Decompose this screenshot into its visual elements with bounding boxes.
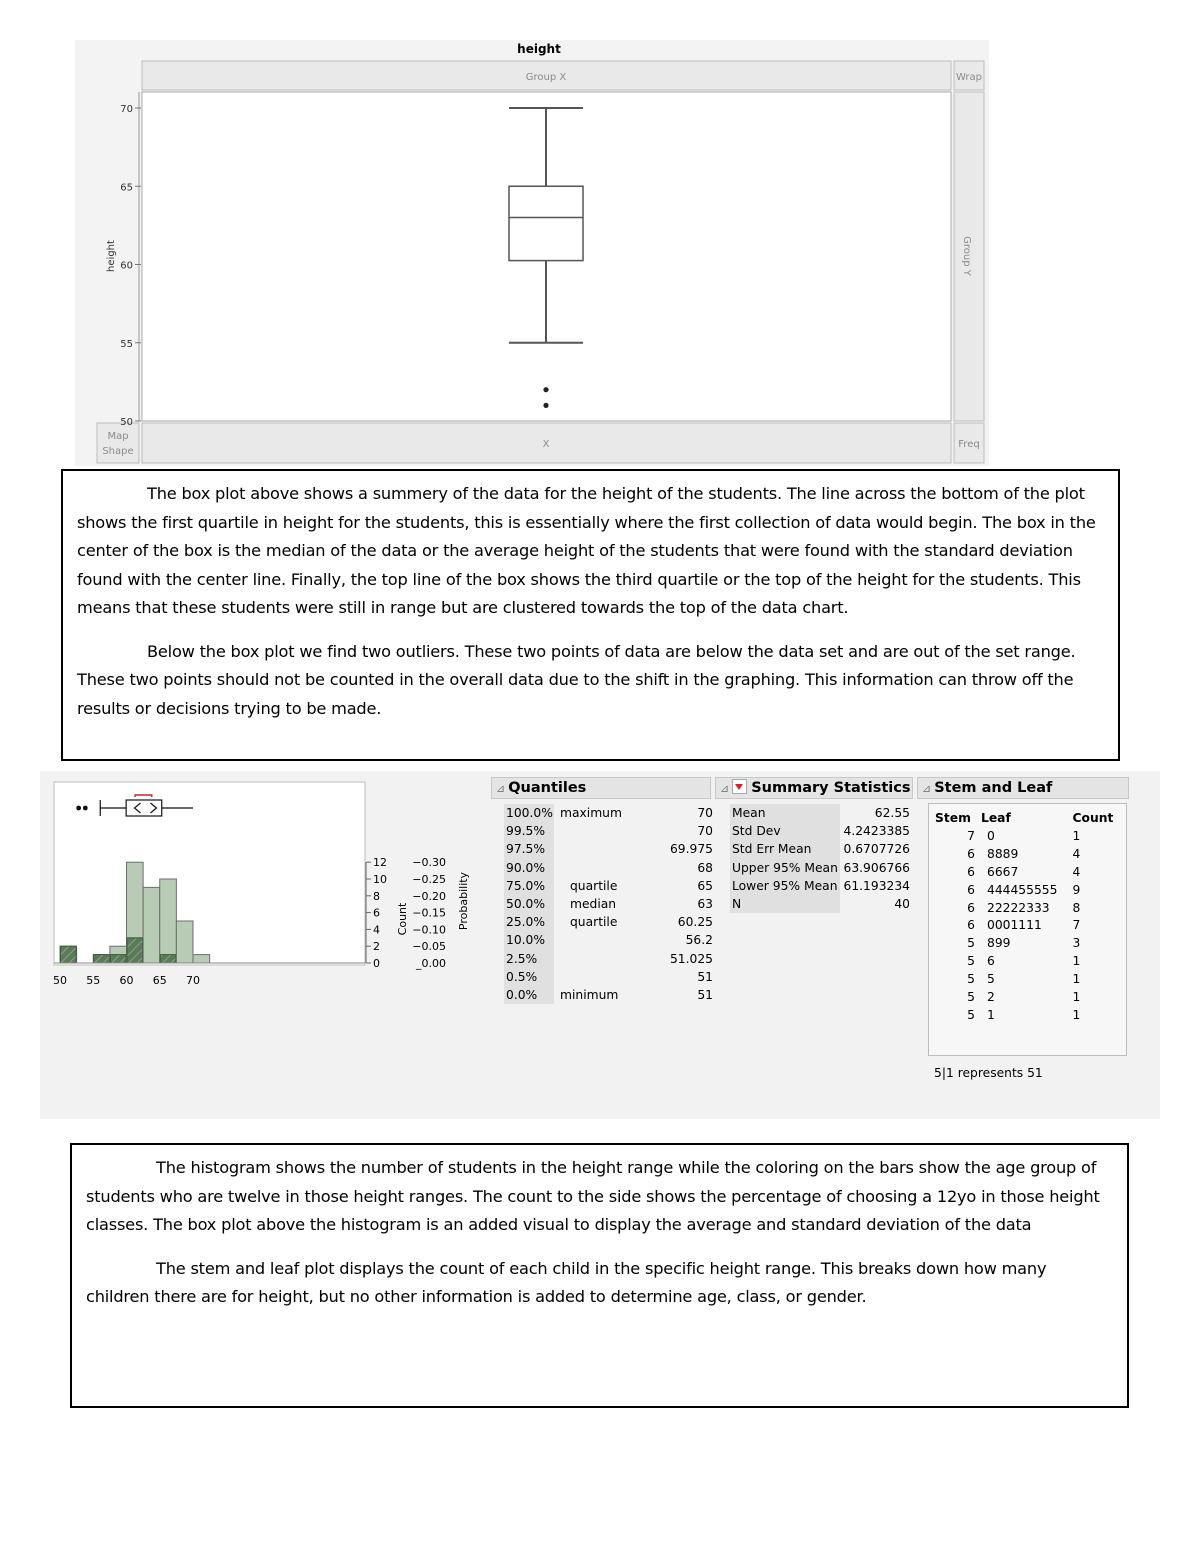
stem-value: 6 bbox=[967, 918, 975, 933]
stem-leaf-row bbox=[935, 882, 1121, 900]
quantile-row bbox=[504, 913, 713, 931]
quantile-label bbox=[554, 822, 651, 840]
stem-leaf-row bbox=[935, 989, 1121, 1007]
histogram-paragraph-2: The stem and leaf plot displays the count of each child in the specific height range. This breaks down how many children there are for height, but no other information is added to determine age, class, or gender. bbox=[86, 1258, 1047, 1306]
leaf-value: 2 bbox=[987, 990, 995, 1005]
quantile-row bbox=[504, 804, 713, 822]
histogram-bar bbox=[176, 921, 193, 963]
highlighted-bar bbox=[127, 938, 143, 963]
quantile-percent: 10.0% bbox=[504, 931, 554, 949]
quantile-percent: 75.0% bbox=[504, 877, 554, 895]
probability-tick-label: −0.25 bbox=[412, 873, 446, 886]
quantile-label bbox=[554, 840, 651, 858]
quantile-value: 68 bbox=[697, 860, 713, 875]
summary-statistics-table bbox=[730, 804, 910, 913]
quantile-value: 63 bbox=[697, 897, 713, 912]
outlier-point bbox=[543, 387, 548, 392]
stem-header: Stem bbox=[935, 811, 971, 825]
count-tick-label: 12 bbox=[373, 856, 387, 870]
count-value: 8 bbox=[1072, 900, 1081, 915]
histogram-bar bbox=[160, 879, 177, 963]
quantile-label bbox=[554, 931, 651, 949]
stem-value: 6 bbox=[967, 864, 975, 879]
group-x-label: Group X bbox=[525, 72, 567, 83]
stem-leaf-row bbox=[935, 900, 1121, 918]
probability-tick-label: −0.30 bbox=[412, 856, 446, 870]
quantiles-table bbox=[504, 804, 713, 1004]
y-tick-label: 50 bbox=[120, 417, 133, 428]
outlier-point bbox=[543, 403, 548, 408]
quantile-label bbox=[554, 859, 651, 877]
quantile-percent: 25.0% bbox=[504, 913, 554, 931]
quantile-value: 70 bbox=[697, 824, 713, 839]
quantiles-header[interactable] bbox=[491, 777, 711, 799]
leaf-value: 6 bbox=[987, 954, 995, 969]
quantile-row bbox=[504, 840, 713, 858]
summary-label: Lower 95% Mean bbox=[730, 877, 840, 895]
count-value: 1 bbox=[1072, 954, 1081, 969]
disclosure-triangle-icon[interactable]: ⊿ bbox=[720, 782, 730, 795]
x-zone-label: X bbox=[542, 439, 550, 450]
stem-and-leaf-title: Stem and Leaf bbox=[934, 780, 1053, 796]
y-axis-title: height bbox=[106, 240, 117, 272]
freq-label: Freq bbox=[958, 439, 980, 450]
probability-tick-label: −0.10 bbox=[412, 923, 446, 937]
summary-value: 63.906766 bbox=[843, 860, 910, 875]
y-tick-label: 60 bbox=[120, 260, 133, 272]
histogram-paragraph-1: The histogram shows the number of students in the height range while the coloring on the bars show the age group of students who are twelve in those height ranges. The count to the side shows the percentage of choosing a 12yo in those height classes. The box plot above the histogram is an added visual to display the average and standard deviation of the data bbox=[86, 1158, 1100, 1234]
stem-value: 5 bbox=[967, 990, 975, 1005]
quantile-value: 69.975 bbox=[669, 842, 713, 857]
quantile-label bbox=[554, 950, 651, 968]
summary-label: Std Dev bbox=[730, 822, 840, 840]
quantile-row bbox=[504, 822, 713, 840]
stem-value: 6 bbox=[967, 900, 975, 915]
stem-leaf-row bbox=[935, 953, 1121, 971]
probability-tick-label: −0.05 bbox=[412, 940, 446, 954]
quantile-percent: 0.0% bbox=[504, 986, 554, 1004]
count-value: 1 bbox=[1072, 828, 1081, 843]
quantile-row bbox=[504, 986, 713, 1004]
quantile-row bbox=[504, 968, 713, 986]
quantile-percent: 99.5% bbox=[504, 822, 554, 840]
leaf-value: 6667 bbox=[987, 864, 1019, 879]
count-value: 1 bbox=[1072, 972, 1081, 987]
quantile-value: 60.25 bbox=[677, 915, 713, 930]
stem-and-leaf-plot bbox=[928, 803, 1127, 1056]
summary-label: Mean bbox=[730, 804, 840, 822]
x-tick-label: 50 bbox=[53, 974, 67, 987]
summary-row bbox=[730, 804, 910, 822]
stem-leaf-row bbox=[935, 828, 1121, 846]
outlier-point bbox=[83, 806, 88, 811]
summary-value: 4.2423385 bbox=[843, 824, 910, 839]
summary-row bbox=[730, 895, 910, 913]
x-tick-label: 60 bbox=[119, 974, 134, 987]
summary-label: N bbox=[730, 895, 840, 913]
probability-tick-label: −0.15 bbox=[412, 906, 446, 920]
quantile-value: 51.025 bbox=[669, 951, 713, 966]
disclosure-triangle-icon[interactable]: ⊿ bbox=[922, 782, 932, 795]
summary-row bbox=[730, 859, 910, 877]
count-tick-label: 10 bbox=[373, 873, 387, 886]
quantile-percent: 0.5% bbox=[504, 968, 554, 986]
leaf-value: 8889 bbox=[987, 846, 1019, 861]
stem-value: 5 bbox=[967, 936, 975, 951]
outlier-point bbox=[76, 806, 81, 811]
quantile-label: quartile bbox=[570, 915, 618, 930]
stem-leaf-row bbox=[935, 971, 1121, 989]
count-tick-label: 6 bbox=[373, 906, 380, 920]
leaf-value: 0 bbox=[987, 828, 995, 843]
summary-label: Std Err Mean bbox=[730, 840, 840, 858]
distribution-report bbox=[40, 771, 1160, 1119]
wrap-label: Wrap bbox=[955, 72, 983, 83]
leaf-value: 5 bbox=[987, 972, 995, 987]
highlighted-bar bbox=[110, 955, 126, 963]
stem-leaf-row bbox=[935, 935, 1121, 953]
quantile-row bbox=[504, 895, 713, 913]
quantile-row bbox=[504, 950, 713, 968]
leaf-value: 22222333 bbox=[987, 900, 1050, 915]
quantile-label: minimum bbox=[560, 988, 619, 1003]
summary-statistics-header[interactable] bbox=[715, 777, 913, 799]
stem-value: 5 bbox=[967, 1007, 975, 1022]
count-value: 7 bbox=[1072, 918, 1081, 933]
leaf-value: 1 bbox=[987, 1007, 995, 1022]
count-tick-label: 2 bbox=[373, 940, 380, 954]
quantile-label: maximum bbox=[560, 806, 622, 820]
quantile-value: 56.2 bbox=[685, 933, 713, 948]
quantile-row bbox=[504, 877, 713, 895]
stem-leaf-row bbox=[935, 917, 1121, 935]
summary-row bbox=[730, 840, 910, 858]
quantile-label: quartile bbox=[570, 878, 618, 893]
count-tick-label: 4 bbox=[373, 923, 380, 937]
quantile-value: 51 bbox=[697, 988, 713, 1003]
boxplot-explanation-box bbox=[61, 469, 1120, 761]
quantile-percent: 2.5% bbox=[504, 950, 554, 968]
probability-tick-label: −0.20 bbox=[412, 889, 446, 903]
boxplot-paragraph-1: The box plot above shows a summery of the data for the height of the students. The line across the bottom of the plot shows the first quartile in height for the students, this is essentially where the first collection of data would begin. The box in the center of the box is the median of the data or the average height of the students that were found with the standard deviation found with the center line. Finally, the top line of the box shows the third quartile or the top of the height for the students. This means that these students were still in range but are clustered towards the top of the data chart. bbox=[77, 484, 1096, 617]
boxplot-title: height bbox=[517, 42, 561, 56]
summary-row bbox=[730, 822, 910, 840]
count-tick-label: 0 bbox=[373, 957, 380, 970]
count-axis-title: Count bbox=[396, 902, 409, 936]
group-y-label: Group Y bbox=[961, 236, 972, 276]
map-shape-zone[interactable] bbox=[97, 423, 139, 463]
x-tick-label: 55 bbox=[86, 974, 101, 987]
shape-label: Shape bbox=[102, 446, 134, 457]
y-tick-label: 65 bbox=[120, 182, 133, 194]
stem-leaf-row bbox=[935, 846, 1121, 864]
summary-value: 40 bbox=[894, 897, 910, 912]
stem-and-leaf-legend: 5|1 represents 51 bbox=[934, 1066, 1043, 1080]
red-triangle-menu-icon[interactable] bbox=[732, 779, 747, 794]
leaf-value: 0001111 bbox=[987, 918, 1042, 933]
highlighted-bar bbox=[160, 955, 176, 963]
count-value: 1 bbox=[1072, 990, 1081, 1005]
count-value: 4 bbox=[1072, 864, 1081, 879]
boxplot-paragraph-2: Below the box plot we find two outliers. These two points of data are below the data set and are out of the set range. These two points should not be counted in the overall data due to the shift in the graphing. This information can throw off the results or decisions trying to be made. bbox=[77, 641, 1076, 718]
graph-builder-boxplot bbox=[75, 40, 989, 466]
quantile-percent: 50.0% bbox=[504, 895, 554, 913]
highlighted-bar bbox=[94, 955, 110, 963]
quantile-percent: 100.0% bbox=[504, 804, 554, 822]
stem-leaf-row bbox=[935, 1007, 1121, 1025]
histogram-bar bbox=[193, 955, 210, 963]
x-tick-label: 70 bbox=[186, 974, 200, 987]
disclosure-triangle-icon[interactable]: ⊿ bbox=[496, 782, 506, 795]
count-value: 3 bbox=[1072, 936, 1081, 951]
quantile-percent: 97.5% bbox=[504, 840, 554, 858]
quantile-label: median bbox=[570, 897, 617, 912]
y-tick-label: 55 bbox=[120, 338, 133, 350]
y-tick-label: 70 bbox=[120, 104, 133, 115]
stem-leaf-row bbox=[935, 864, 1121, 882]
quantile-value: 51 bbox=[697, 969, 713, 984]
probability-tick-label: _0.00 bbox=[416, 957, 446, 970]
boxplot-svg bbox=[75, 40, 989, 466]
summary-label: Upper 95% Mean bbox=[730, 859, 840, 877]
stem-value: 7 bbox=[967, 828, 975, 843]
interquartile-box bbox=[509, 186, 583, 260]
x-tick-label: 65 bbox=[152, 974, 167, 987]
quantile-value: 65 bbox=[697, 878, 713, 893]
count-tick-label: 8 bbox=[373, 889, 380, 903]
stem-and-leaf-table bbox=[935, 810, 1121, 1025]
summary-value: 61.193234 bbox=[843, 878, 910, 893]
stem-value: 5 bbox=[967, 972, 975, 987]
quantiles-title: Quantiles bbox=[508, 780, 587, 796]
stem-value: 5 bbox=[967, 954, 975, 969]
count-value: 9 bbox=[1072, 882, 1081, 897]
stem-value: 6 bbox=[967, 846, 975, 861]
histogram-explanation-box bbox=[70, 1143, 1129, 1408]
count-header: Count bbox=[1072, 811, 1114, 825]
quantile-row bbox=[504, 931, 713, 949]
quantile-row bbox=[504, 859, 713, 877]
count-value: 1 bbox=[1072, 1007, 1081, 1022]
summary-row bbox=[730, 877, 910, 895]
stem-leaf-header-row bbox=[935, 810, 1121, 828]
map-label: Map bbox=[107, 431, 129, 442]
y-axis-ticks bbox=[120, 104, 141, 428]
probability-axis-title: Probability bbox=[457, 871, 470, 931]
count-value: 4 bbox=[1072, 846, 1081, 861]
stem-and-leaf-header[interactable] bbox=[917, 777, 1129, 799]
summary-value: 0.6707726 bbox=[843, 842, 910, 857]
histogram-bar bbox=[143, 887, 160, 963]
quantile-value: 70 bbox=[697, 806, 713, 820]
quantile-percent: 90.0% bbox=[504, 859, 554, 877]
quantile-label bbox=[554, 968, 651, 986]
leaf-value: 899 bbox=[987, 936, 1011, 951]
summary-statistics-title: Summary Statistics bbox=[751, 780, 911, 796]
leaf-value: 444455555 bbox=[987, 882, 1058, 897]
leaf-header: Leaf bbox=[981, 811, 1011, 825]
histogram-svg bbox=[40, 771, 490, 1011]
stem-value: 6 bbox=[967, 882, 975, 897]
highlighted-bar bbox=[61, 946, 77, 963]
summary-value: 62.55 bbox=[874, 806, 910, 820]
